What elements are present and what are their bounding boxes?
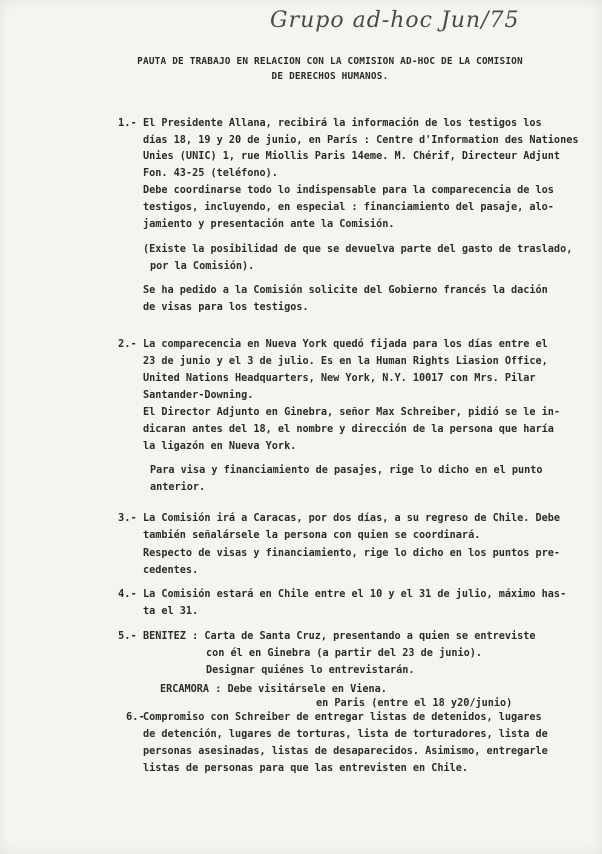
item-3-line: también señalársele la persona con quien se coordinará. (143, 530, 481, 541)
item-2-line: El Director Adjunto en Ginebra, señor Max Schreiber, pidió se le in- (143, 407, 561, 418)
item-1-line: El Presidente Allana, recibirá la información de los testigos los (143, 118, 542, 129)
item-1-line: (Existe la posibilidad de que se devuelva parte del gasto de traslado, (143, 244, 573, 255)
item-6-number: 6.- (126, 711, 145, 723)
item-2-line: 23 de junio y el 3 de julio. Es en la Human Rights Liasion Office, (143, 356, 548, 367)
item-2-line: United Nations Headquarters, New York, N.Y. 10017 con Mrs. Pilar (143, 373, 536, 384)
title-line-1: PAUTA DE TRABAJO EN RELACION CON LA COMISION AD-HOC DE LA COMISION (137, 56, 523, 67)
item-1-line: Fon. 43-25 (teléfono). (143, 168, 278, 179)
item-1-line: jamiento y presentación ante la Comisión. (143, 219, 395, 230)
item-1-line: de visas para los testigos. (143, 302, 309, 313)
item-5-line: BENITEZ : Carta de Santa Cruz, presentando a quien se entreviste (143, 631, 536, 642)
item-2-line: Para visa y financiamiento de pasajes, rige lo dicho en el punto (150, 465, 543, 476)
item-6-line: personas asesinadas, listas de desaparecidos. Asimismo, entregarle (143, 746, 548, 757)
item-2-number: 2.- (118, 338, 137, 350)
item-2-line: la ligazón en Nueva York. (143, 441, 297, 452)
document-title (100, 54, 560, 84)
item-5-number: 5.- (118, 630, 137, 642)
item-1-line: Unies (UNIC) 1, rue Miollis Paris 14eme. M. Chérif, Directeur Adjunt (143, 151, 561, 162)
item-6-line: de detención, lugares de torturas, lista de torturadores, lista de (143, 729, 548, 740)
item-6-line: listas de personas para que las entrevisten en Chile. (143, 763, 469, 774)
item-1-line: por la Comisión). (150, 261, 255, 272)
item-3-number: 3.- (118, 512, 137, 524)
item-4-number: 4.- (118, 588, 137, 600)
item-6-line: Compromiso con Schreiber de entregar listas de detenidos, lugares (143, 712, 542, 723)
item-3-line: La Comisión irá a Caracas, por dos días, a su regreso de Chile. Debe (143, 513, 561, 524)
item-5-line: ERCAMORA : Debe visitársele en Viena. (160, 684, 387, 695)
item-4-line: ta el 31. (143, 606, 199, 617)
item-5-line: Designar quiénes lo entrevistarán. (206, 665, 415, 676)
item-3-line: cedentes. (143, 565, 199, 576)
item-1-line: Se ha pedido a la Comisión solicite del Gobierno francés la dación (143, 285, 548, 296)
item-1-line: días 18, 19 y 20 de junio, en París : Centre d'Information des Nationes (143, 135, 579, 146)
item-2-line: anterior. (150, 482, 206, 493)
item-5-line: en Paris (entre el 18 y20/junio) (316, 698, 513, 709)
item-4-line: La Comisión estará en Chile entre el 10 y el 31 de julio, máximo has- (143, 589, 567, 600)
item-3-line: Respecto de visas y financiamiento, rige lo dicho en los puntos pre- (143, 548, 561, 559)
item-1-line: Debe coordinarse todo lo indispensable para la comparecencia de los (143, 185, 554, 196)
title-line-2: DE DERECHOS HUMANOS. (271, 71, 389, 82)
item-1-number: 1.- (118, 117, 137, 129)
item-2-line: dicaran antes del 18, el nombre y dirección de la persona que haría (143, 424, 554, 435)
item-2-line: La comparecencia en Nueva York quedó fijada para los días entre el (143, 339, 548, 350)
item-2-line: Santander-Downing. (143, 390, 254, 401)
handwritten-note: Grupo ad-hoc Jun/75 (270, 8, 520, 33)
item-1-line: testigos, incluyendo, en especial : financiamiento del pasaje, alo- (143, 202, 554, 213)
item-5-line: con él en Ginebra (a partir del 23 de junio). (206, 648, 483, 659)
